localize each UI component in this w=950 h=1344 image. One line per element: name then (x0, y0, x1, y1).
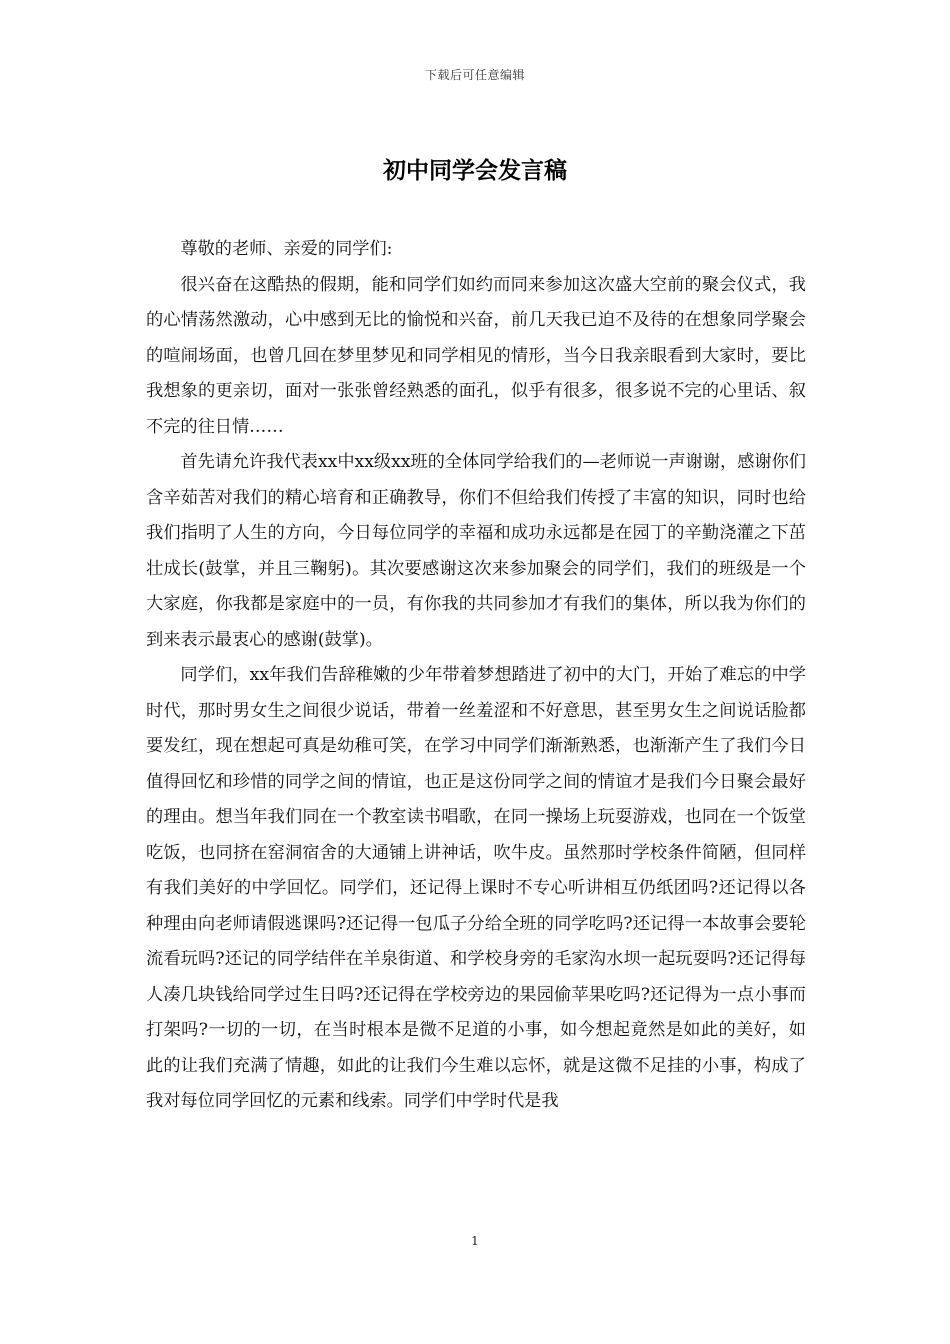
document-title: 初中同学会发言稿 (383, 157, 567, 184)
salutation-paragraph: 尊敬的老师、亲爱的同学们: (180, 239, 393, 259)
body-paragraph: 很兴奋在这酷热的假期，能和同学们如约而同来参加这次盛大空前的聚会仪式，我的心情荡然激动，心中感到无比的愉悦和兴奋，前几天我已迫不及待的在想象同学聚会的喧闹场面，也曾几回在梦里梦见和同学相见的情形，当今日我亲眼看到大家时，要比我想象的更亲切，面对一张张曾经熟悉的面孔，似乎有很多，很多说不完的心里话、叙不完的往日情…… (146, 274, 806, 437)
body-paragraph: 同学们，xx年我们告辞稚嫩的少年带着梦想踏进了初中的大门，开始了难忘的中学时代，那时男女生之间很少说话，带着一丝羞涩和不好意思，甚至男女生之间说话脸都要发红，现在想起可真是幼稚可笑，在学习中同学们渐渐熟悉，也渐渐产生了我们今日值得回忆和珍惜的同学之间的情谊，也正是这份同学之间的情谊才是我们今日聚会最好的理由。想当年我们同在一个教室读书唱歌，在同一操场上玩耍游戏，也同在一个饭堂吃饭，也同挤在窑洞宿舍的大通铺上讲神话，吹牛皮。虽然那时学校条件简陋，但同样有我们美好的中学回忆。同学们，还记得上课时不专心听讲相互仍纸团吗?还记得以各种理由向老师请假逃课吗?还记得一包瓜子分给全班的同学吃吗?还记得一本故事会要轮流看玩吗?还记的同学结伴在羊泉街道、和学校身旁的毛家沟水坝一起玩耍吗?还记得每人凑几块钱给同学过生日吗?还记得在学校旁边的果园偷苹果吃吗?还记得为一点小事而打架吗?一切的一切，在当时根本是微不足道的小事，如今想起竟然是如此的美好，如此的让我们充满了情趣，如此的让我们今生难以忘怀，就是这微不足挂的小事，构成了我对每位同学回忆的元素和线索。同学们中学时代是我 (146, 665, 806, 1111)
document-body (146, 232, 806, 1120)
header-note: 下载后可任意编辑 (424, 68, 525, 82)
page-number: 1 (471, 1234, 479, 1248)
body-paragraph: 首先请允许我代表xx中xx级xx班的全体同学给我们的—老师说一声谢谢，感谢你们含辛茹苦对我们的精心培育和正确教导，你们不但给我们传授了丰富的知识，同时也给我们指明了人生的方向，今日每位同学的幸福和成功永远都是在园丁的辛勤浇灌之下茁壮成长(鼓掌，并且三鞠躬)。其次要感谢这次来参加聚会的同学们，我们的班级是一个大家庭，你我都是家庭中的一员，有你我的共同参加才有我们的集体，所以我为你们的到来表示最衷心的感谢(鼓掌)。 (146, 452, 806, 650)
